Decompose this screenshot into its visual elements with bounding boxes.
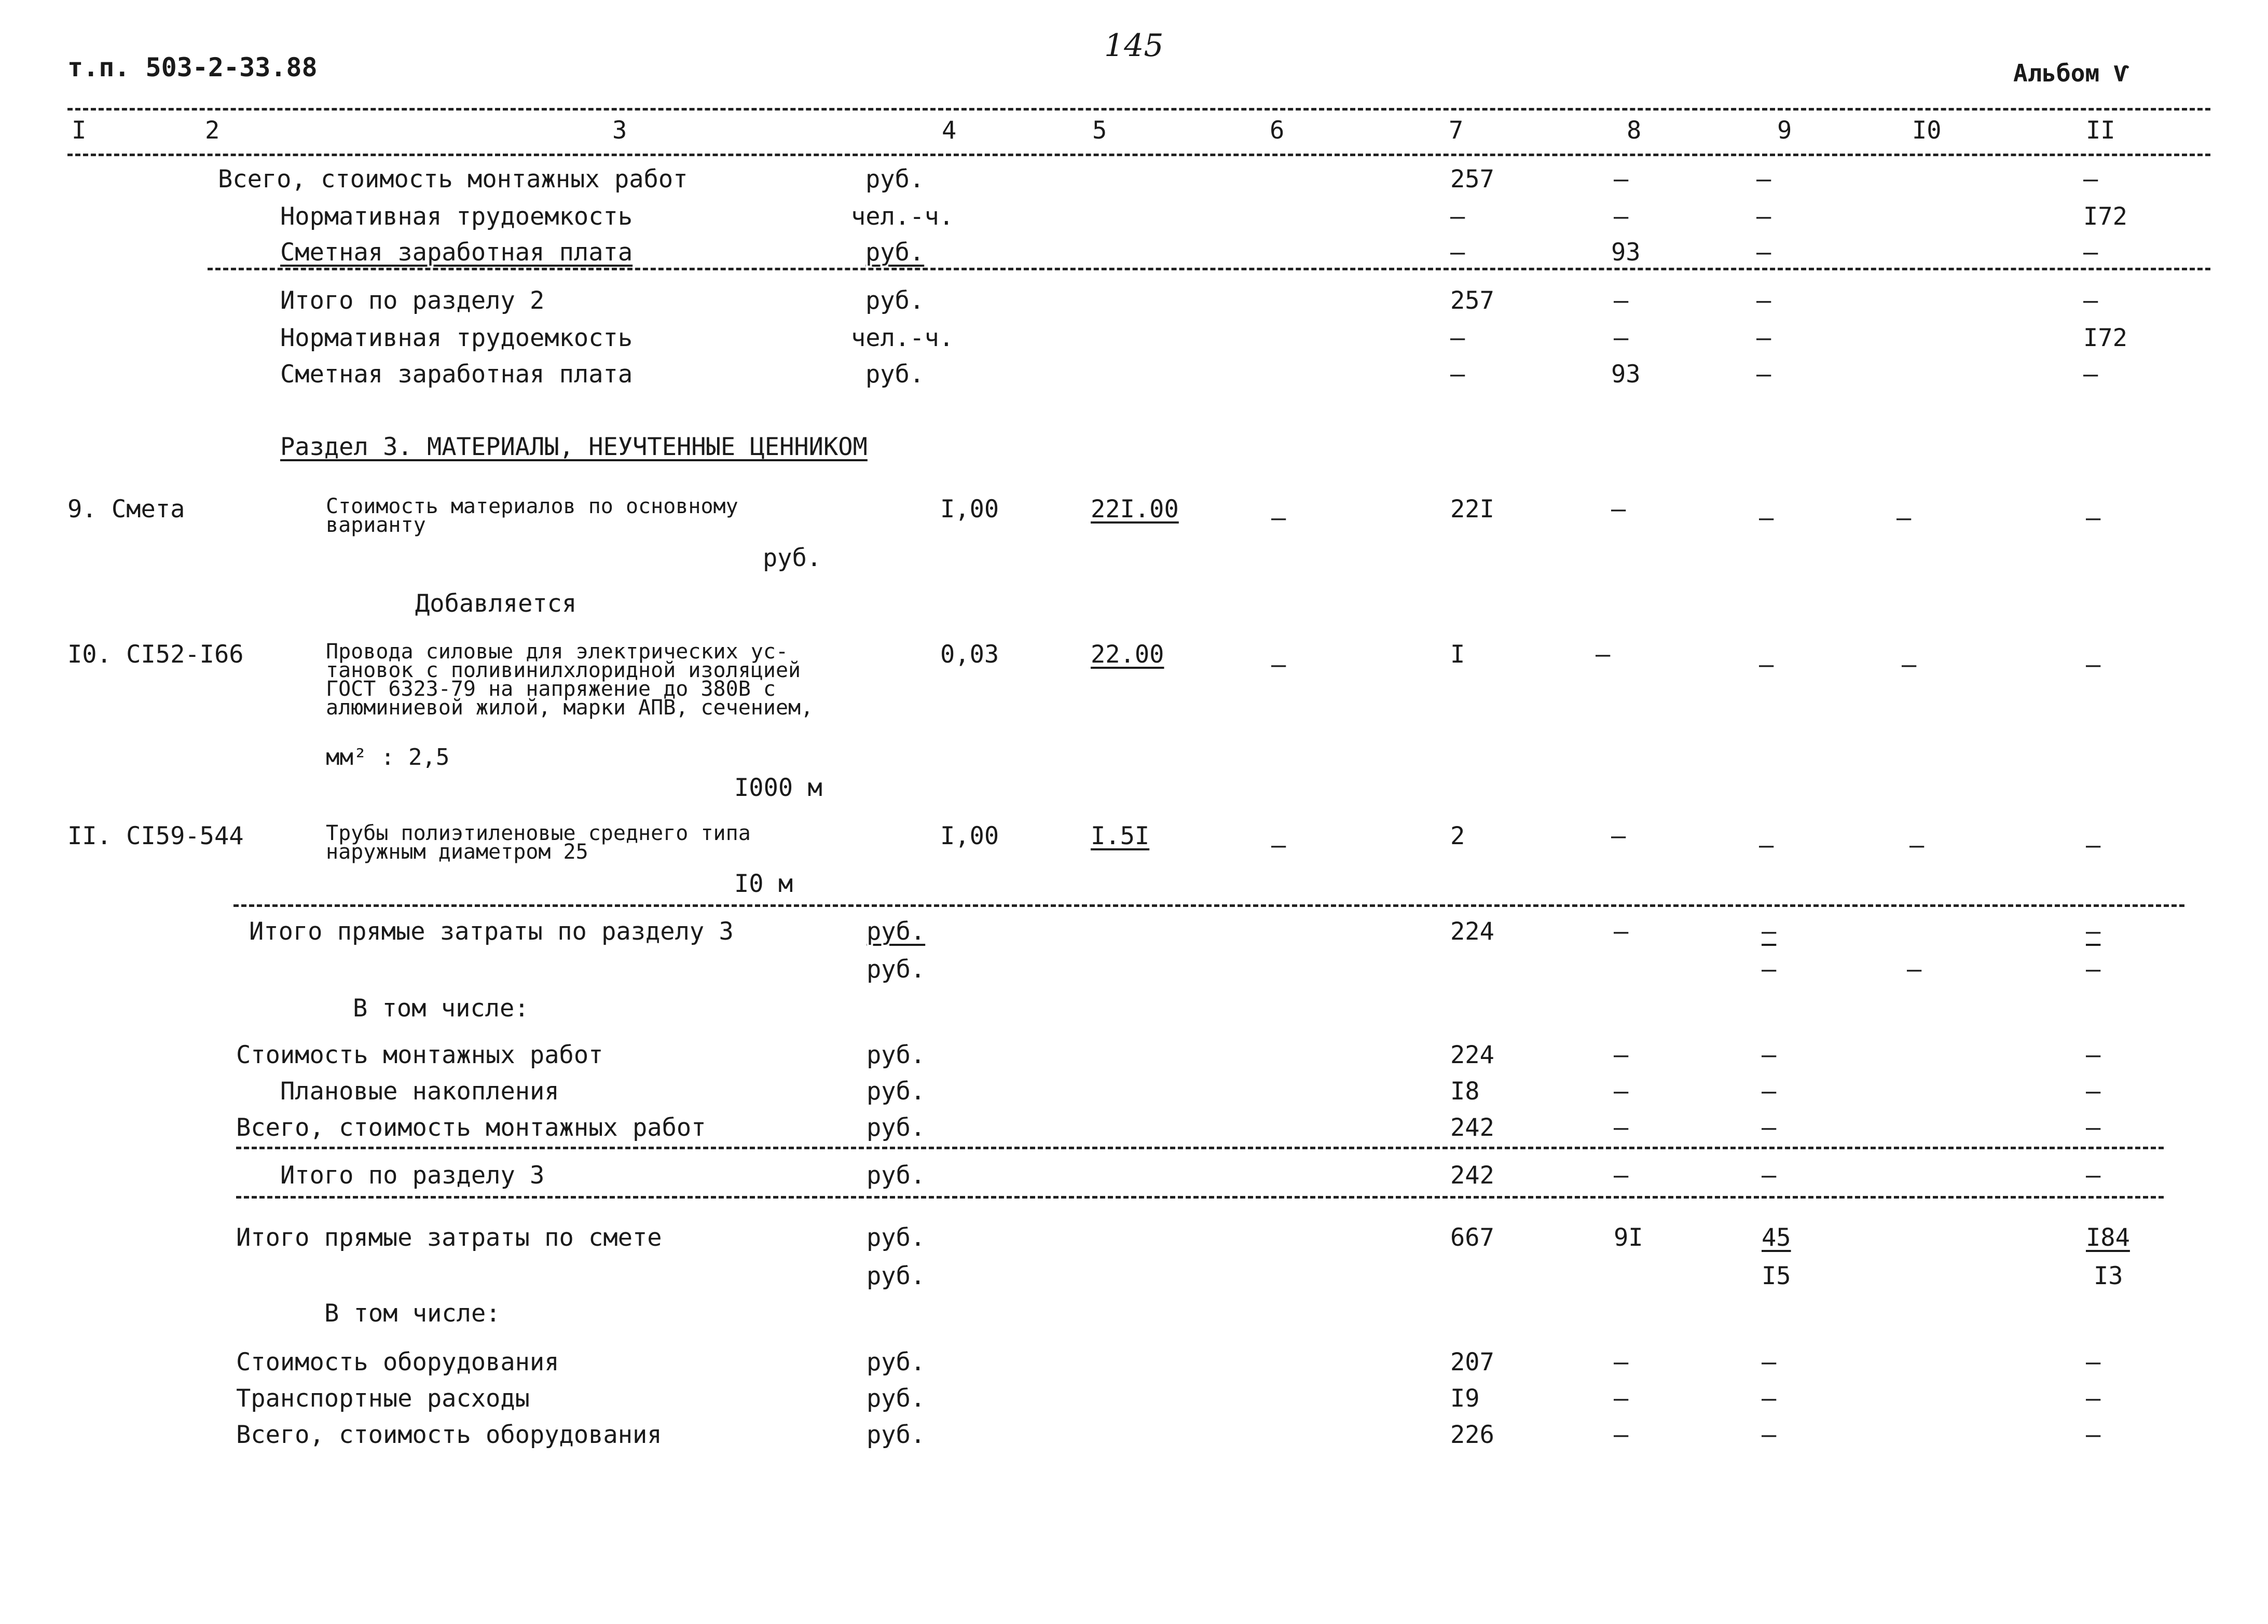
section3-direct-unit: руб. (867, 917, 926, 946)
section3-plan-c11: – (2086, 1077, 2101, 1106)
row10-price: 22.00 (1091, 640, 1164, 669)
estimate-direct-c11: I84 (2086, 1223, 2130, 1252)
row9-unit: руб. (763, 544, 822, 572)
row9-c10: – (1896, 504, 1912, 532)
row10-desc: Провода силовые для электрических ус- тановок с поливинилхлоридной изоляцией ГОСТ 6323-79 на напряжение до 380В с алюминиевой жилой, марки АПВ, сечением, (326, 640, 814, 720)
wage-c11: – (2083, 238, 2098, 267)
section3-itogo-c7: 242 (1450, 1161, 1494, 1190)
estimate-transport-label: Транспортные расходы (236, 1384, 530, 1413)
col-header-8: 8 (1627, 116, 1642, 145)
row11-c11: – (2086, 831, 2101, 860)
section3-itogo-label: Итого по разделу 3 (280, 1161, 545, 1190)
row10-unit: I000 м (734, 774, 822, 802)
row11-c8: – (1611, 822, 1626, 850)
estimate-direct-unit2: руб. (867, 1262, 926, 1290)
col-header-6: 6 (1270, 116, 1285, 145)
added-label: Добавляется (415, 589, 577, 618)
section3-itogo-c8: – (1614, 1161, 1629, 1190)
section3-direct-c10b: – (1907, 955, 1922, 984)
section3-direct-c11b: – (2086, 955, 2101, 984)
total-install-unit: руб. (865, 165, 925, 194)
col-header-4: 4 (942, 116, 957, 145)
estimate-equip-c7: 207 (1450, 1348, 1494, 1377)
col-header-1: I (72, 116, 87, 145)
section3-direct-c9b: – (1762, 955, 1777, 984)
row9-c9: – (1759, 504, 1774, 532)
estimate-transport-unit: руб. (867, 1384, 926, 1413)
row10-c6: – (1271, 651, 1286, 679)
row9-c8: – (1611, 495, 1626, 524)
section2-itogo-c7: 257 (1450, 286, 1494, 315)
labor-c9: – (1756, 202, 1771, 231)
section3-heading: Раздел 3. МАТЕРИАЛЫ, НЕУЧТЕННЫЕ ЦЕННИКОМ (280, 433, 868, 461)
section3-total-c11: – (2086, 1113, 2101, 1142)
col-header-7: 7 (1449, 116, 1464, 145)
estimate-total-c9: – (1762, 1421, 1777, 1449)
estimate-direct-label: Итого прямые затраты по смете (236, 1223, 662, 1252)
section3-direct-c7: 224 (1450, 917, 1494, 946)
row9-c11: – (2086, 504, 2101, 532)
row11-qty: I,00 (940, 822, 999, 850)
section3-itogo-c11: – (2086, 1161, 2101, 1190)
estimate-equip-c11: – (2086, 1348, 2101, 1377)
col-header-9: 9 (1777, 116, 1792, 145)
section3-install-unit: руб. (867, 1041, 926, 1069)
page-number: 145 (1104, 27, 1164, 64)
wage-c8: 93 (1611, 238, 1641, 267)
estimate-equip-c8: – (1614, 1348, 1629, 1377)
estimate-total-c11: – (2086, 1421, 2101, 1449)
total-install-c7: 257 (1450, 165, 1494, 194)
row11-c9: – (1759, 831, 1774, 860)
estimate-total-label: Всего, стоимость оборудования (236, 1421, 662, 1449)
labor-c8: – (1614, 202, 1629, 231)
row10-c11: – (2086, 651, 2101, 679)
section2-itogo-label: Итого по разделу 2 (280, 286, 545, 315)
wage-unit: руб. (865, 238, 925, 267)
labor-label: Нормативная трудоемкость (280, 202, 633, 231)
row10-c9: – (1759, 651, 1774, 679)
wage2-c11: – (2083, 360, 2098, 389)
section3-direct-label: Итого прямые затраты по разделу 3 (249, 917, 734, 946)
row10-num: I0. CI52-I66 (67, 640, 244, 669)
estimate-direct-c9b: I5 (1762, 1262, 1791, 1290)
section3-install-c7: 224 (1450, 1041, 1494, 1069)
section3-direct-c9: – (1762, 917, 1777, 946)
estimate-equip-unit: руб. (867, 1348, 926, 1377)
col-header-2: 2 (205, 116, 220, 145)
estimate-transport-c7: I9 (1450, 1384, 1480, 1413)
section3-plan-c7: I8 (1450, 1077, 1480, 1106)
wage2-label: Сметная заработная плата (280, 360, 633, 389)
labor2-c11: I72 (2083, 324, 2127, 352)
section3-total-rule (236, 1147, 2164, 1149)
labor-unit: чел.-ч. (851, 202, 954, 231)
total-install-c9: – (1756, 165, 1771, 194)
labor2-c9: – (1756, 324, 1771, 352)
row9-price: 22I.00 (1091, 495, 1179, 524)
section3-plan-label: Плановые накопления (280, 1077, 559, 1106)
estimate-equip-c9: – (1762, 1348, 1777, 1377)
total-install-c11: – (2083, 165, 2098, 194)
document-code: т.п. 503-2-33.88 (67, 52, 318, 82)
estimate-direct-unit: руб. (867, 1223, 926, 1252)
section2-itogo-c8: – (1614, 286, 1629, 315)
col-header-11: II (2086, 116, 2115, 145)
row9-c7: 22I (1450, 495, 1494, 524)
col-header-10: I0 (1912, 116, 1942, 145)
estimate-total-c7: 226 (1450, 1421, 1494, 1449)
section3-install-c8: – (1614, 1041, 1629, 1069)
col-header-3: 3 (612, 116, 627, 145)
col-header-5: 5 (1092, 116, 1107, 145)
wage2-c8: 93 (1611, 360, 1641, 389)
section3-direct-c8: – (1614, 917, 1629, 946)
estimate-equip-label: Стоимость оборудования (236, 1348, 559, 1377)
section3-total-c7: 242 (1450, 1113, 1494, 1142)
row9-num: 9. Смета (67, 495, 185, 524)
row11-c7: 2 (1450, 822, 1465, 850)
estimate-transport-c8: – (1614, 1384, 1629, 1413)
section3-direct-unit2: руб. (867, 955, 926, 984)
album-label: Альбом Ѵ (2013, 59, 2128, 87)
header-top-rule (67, 108, 2210, 111)
wage2-c7: – (1450, 360, 1465, 389)
wage-label: Сметная заработная плата (280, 238, 633, 267)
section2-itogo-unit: руб. (865, 286, 925, 315)
labor2-label: Нормативная трудоемкость (280, 324, 633, 352)
labor-c11: I72 (2083, 202, 2127, 231)
wage-c7: – (1450, 238, 1465, 267)
section2-itogo-c11: – (2083, 286, 2098, 315)
total-install-c8: – (1614, 165, 1629, 194)
row10-desc-tail: мм² : 2,5 (326, 744, 450, 770)
row9-qty: I,00 (940, 495, 999, 524)
estimate-total-c8: – (1614, 1421, 1629, 1449)
header-bottom-rule (67, 154, 2210, 156)
row11-price: I.5I (1091, 822, 1150, 850)
section3-total-c9: – (1762, 1113, 1777, 1142)
section3-direct-c11: – (2086, 917, 2101, 946)
estimate-total-unit: руб. (867, 1421, 926, 1449)
section3-plan-c9: – (1762, 1077, 1777, 1106)
section2-itogo-c9: – (1756, 286, 1771, 315)
section3-itogo-unit: руб. (867, 1161, 926, 1190)
labor2-c8: – (1614, 324, 1629, 352)
wage2-unit: руб. (865, 360, 925, 389)
estimate-direct-c7: 667 (1450, 1223, 1494, 1252)
section3-install-c9: – (1762, 1041, 1777, 1069)
estimate-transport-c11: – (2086, 1384, 2101, 1413)
row10-c7: I (1450, 640, 1465, 669)
row9-desc: Стоимость материалов по основному варианту (326, 494, 738, 537)
row10-c8: – (1596, 640, 1611, 669)
row11-num: II. CI59-544 (67, 822, 244, 850)
row11-c10: – (1909, 831, 1925, 860)
labor2-c7: – (1450, 324, 1465, 352)
row10-qty: 0,03 (940, 640, 999, 669)
section3-install-c11: – (2086, 1041, 2101, 1069)
row11-desc: Трубы полиэтиленовые среднего типа наружным диаметром 25 (326, 821, 751, 864)
labor-c7: – (1450, 202, 1465, 231)
estimate-transport-c9: – (1762, 1384, 1777, 1413)
wage-c9: – (1756, 238, 1771, 267)
wage2-c9: – (1756, 360, 1771, 389)
section3-total-label: Всего, стоимость монтажных работ (236, 1113, 706, 1142)
section2-rule (208, 268, 2210, 270)
section3-itogo-rule (236, 1196, 2164, 1199)
section3-total-c8: – (1614, 1113, 1629, 1142)
row9-c6: – (1271, 504, 1286, 532)
estimate-direct-c8: 9I (1614, 1223, 1643, 1252)
total-install-label: Всего, стоимость монтажных работ (218, 165, 688, 194)
estimate-direct-c11b: I3 (2094, 1262, 2123, 1290)
row11-c6: – (1271, 831, 1286, 860)
estimate-including: В том числе: (324, 1299, 501, 1328)
labor2-unit: чел.-ч. (851, 324, 954, 352)
estimate-direct-c9: 45 (1762, 1223, 1791, 1252)
section3-total-unit: руб. (867, 1113, 926, 1142)
section3-install-label: Стоимость монтажных работ (236, 1041, 603, 1069)
section3-rows-rule (233, 904, 2184, 907)
section3-including: В том числе: (353, 994, 529, 1023)
section3-itogo-c9: – (1762, 1161, 1777, 1190)
section3-plan-unit: руб. (867, 1077, 926, 1106)
row10-c10: – (1902, 651, 1917, 679)
row11-unit: I0 м (734, 870, 793, 898)
section3-plan-c8: – (1614, 1077, 1629, 1106)
